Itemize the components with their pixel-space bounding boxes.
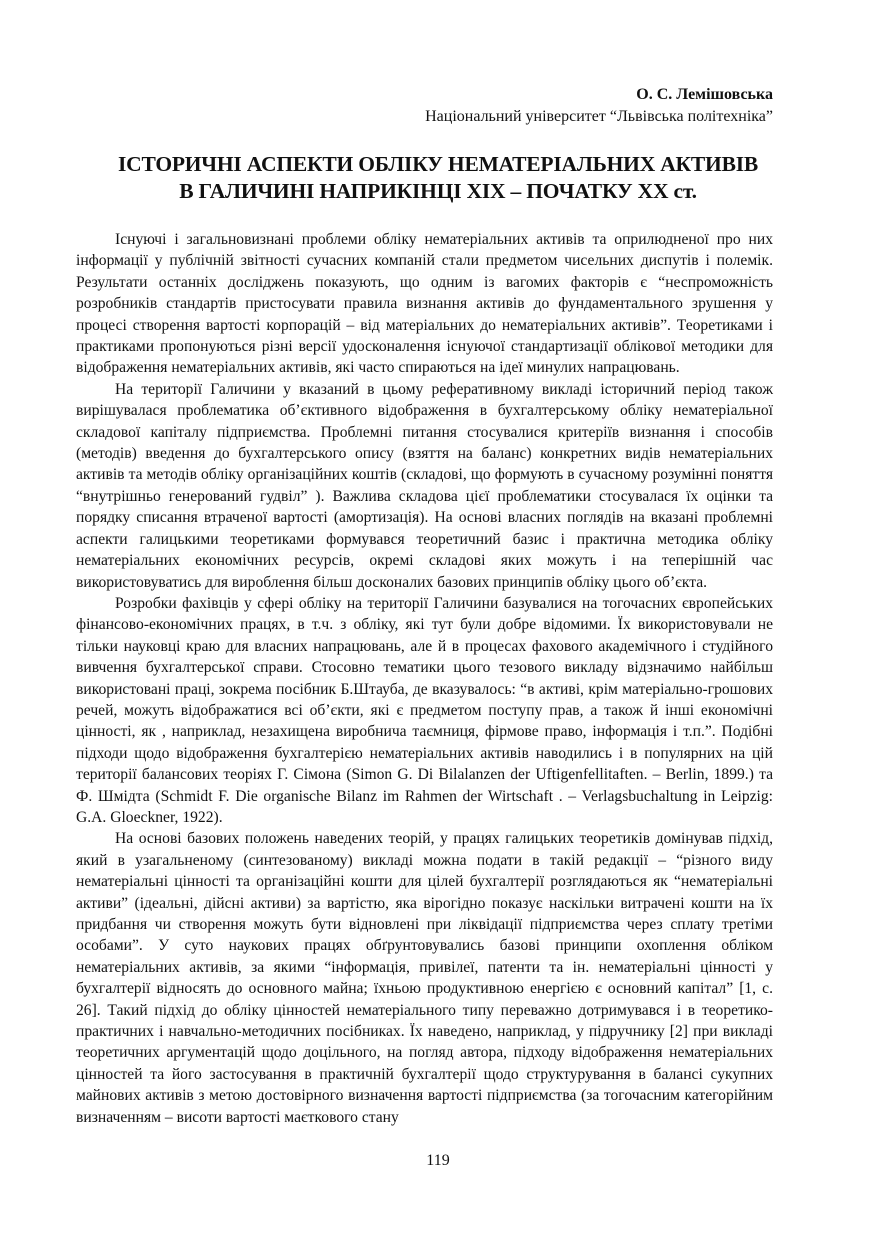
author-affiliation: Національний університет “Львівська політехніка” (425, 108, 773, 125)
body-paragraph-2: На території Галичини у вказаний в цьому реферативному викладі історичний період також вирішувалася проблематика об’єктивного відображення в бухгалтерському обліку нематеріальної складової капіталу підприємства. Проблемні питання стосувалися критеріїв визнання і способів (методів) введення до бухгалтерського опису (взяття на баланс) конкретних видів нематеріальних активів та методів обліку організаційних коштів (складові, що формують в сучасному розумінні поняття “внутрішньо генерований гудвіл” ). Важлива складова цієї проблематики стосувалася їх оцінки та порядку списання втраченої вартості (амортизація). На основі власних поглядів на вказані проблемні аспекти галицькими теоретиками формувався теоретичний базис і практична методика обліку нематеріальних економічних ресурсів, окремі складові яких можуть і на теперішній час використовуватись для вироблення більш досконалих базових принципів обліку цього об’єкта. (76, 380, 773, 591)
body-paragraph-1: Існуючі і загальновизнані проблеми обліку нематеріальних активів та оприлюдненої про них інформації у публічній звітності сучасних компаній стали предметом чисельних диспутів і полемік. Результати останніх досліджень показують, що одним із вагомих факторів є “неспроможність розробників стандартів пристосувати правила визнання активів до фундаментального зрушення у процесі створення вартості корпорацій – від матеріальних до нематеріальних активів”. Теоретиками і практиками пропонуються різні версії удосконалення існуючої стандартизації облікової методики для відображення нематеріальних активів, які часто спираються на ідеї минулих напрацювань. (76, 231, 773, 377)
body-paragraph-3: Розробки фахівців у сфері обліку на території Галичини базувалися на тогочасних європейських фінансово-економічних працях, в т.ч. з обліку, які тут були добре відомими. Їх використовували не тільки науковці краю для власних напрацювань, але й в процесах фахового академічного і студійного вивчення бухгалтерської справи. Стосовно тематики цього тезового викладу відзначимо найбільш використовані праці, зокрема посібник Б.Штауба, де вказувалось: “в активі, крім матеріально-грошових речей, можуть відображатися всі об’єкти, які є предметом поступу прав, а також й інші економічні цінності, як , наприклад, незахищена виробнича таємниця, фірмове право, інформація і т.п.”. Подібні підходи щодо відображення бухгалтерією нематеріальних активів наводились і в популярних на цій території балансових теоріях Г. Сімона (Simon G. Di Bilalanzen der Uftigenfellitaften. – Berlin, 1899.) та Ф. Шмідта (Schmidt F. Die organische Bilanz im Rahmen der Wirtschaft . – Verlagsbuchaltung in Leipzig: G.A. Gloeckner, 1922). (76, 594, 773, 826)
article-title (76, 151, 800, 205)
page-number: 119 (426, 1152, 450, 1169)
article-body (76, 229, 773, 1128)
author-name: О. С. Лемішовська (636, 86, 773, 103)
title-line-2: В ГАЛИЧИНІ НАПРИКІНЦІ XIX – ПОЧАТКУ XX ст. (179, 179, 697, 203)
body-paragraph-4: На основі базових положень наведених теорій, у працях галицьких теоретиків домінував підхід, який в узагальненому (синтезованому) викладі можна подати в такій редакції – “різного виду нематеріальні цінності та організаційні кошти для цілей бухгалтерії розглядаються як “нематеріальні активи” (ідеальні, дійсні активи) за вартістю, яка вірогідно показує наскільки витрачені кошти на їх придбання чи створення можуть бути відновлені при ліквідації підприємства через сплату третіми особами”. У суто наукових працях обґрунтовувались базові принципи охоплення обліком нематеріальних активів, за якими “інформація, привілеї, патенти та ін. нематеріальні цінності у бухгалтерії відносять до основного майна; їхньою продуктивною енергією є основний капітал” [1, с. 26]. Такий підхід до обліку цінностей нематеріального типу переважно дотримувався і в теоретико-практичних і навчально-методичних посібниках. Їх наведено, наприклад, у підручнику [2] при викладі теоретичних аргументацій щодо доцільного, на погляд автора, підходу відображення нематеріальних цінностей та його застосування в практичній бухгалтерії щодо структурування в балансі сукупних майнових активів з метою достовірного визначення вартості підприємства (за тогочасним категорійним визначенням – висоти вартості маєткового стану (76, 830, 773, 1126)
title-line-1: ІСТОРИЧНІ АСПЕКТИ ОБЛІКУ НЕМАТЕРІАЛЬНИХ АКТИВІВ (117, 152, 759, 176)
